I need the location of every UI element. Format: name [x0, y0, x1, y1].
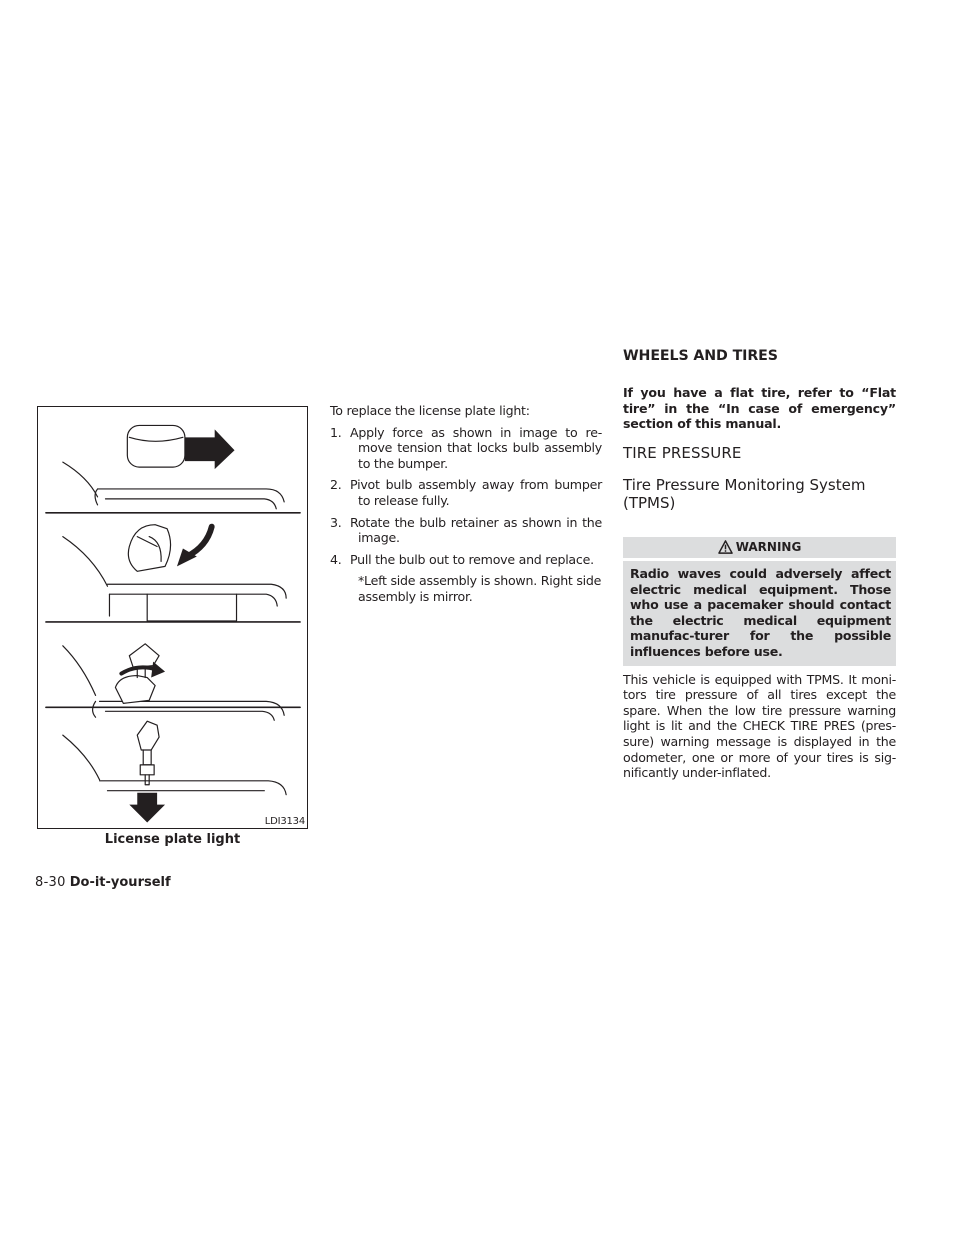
- warning-box: [623, 537, 896, 666]
- step-number: 1.: [330, 424, 342, 440]
- step-4: [330, 552, 602, 568]
- page-footer: [35, 875, 171, 890]
- flat-tire-reference: If you have a flat tire, refer to “Flat tire” in the “In case of emergency” section of this manual.: [623, 385, 896, 432]
- tpms-heading: Tire Pressure Monitoring System (TPMS): [623, 475, 866, 513]
- step-text: Apply force as shown in image to re-move tension that locks bulb assembly to the bumper.: [350, 424, 602, 471]
- tire-pressure-heading: TIRE PRESSURE: [623, 443, 742, 462]
- mirror-note: *Left side assembly is shown. Right side assembly is mirror.: [358, 573, 602, 604]
- step-number: 4.: [330, 551, 342, 567]
- section-heading: WHEELS AND TIRES: [623, 348, 778, 364]
- tpms-description: This vehicle is equipped with TPMS. It moni-tors tire pressure of all tires except the spare. When the low tire pressure warning light is lit and the CHECK TIRE PRES (pres-sure) warning message is displayed in the odometer, one or more of your tires is sig-nificantly under-inflated.: [623, 671, 896, 781]
- figure-caption: License plate light: [104, 832, 241, 847]
- step-2: [330, 477, 602, 508]
- panel-pull-bulb: [63, 721, 286, 822]
- step-1: [330, 425, 602, 472]
- arrow-left-icon: [185, 429, 235, 469]
- rotate-arrow-icon: [151, 662, 165, 678]
- footer-section-title: Do-it-yourself: [69, 875, 171, 890]
- warning-text: Radio waves could adversely affect electric medical equipment. Those who use a pacemaker should contact the electric medical equipment manufac-turer for the possible influences before use.: [630, 565, 891, 659]
- step-3: [330, 515, 602, 546]
- page-number: 8-30: [35, 875, 66, 890]
- warning-title-bar: [623, 537, 896, 561]
- tire-section-column: [623, 348, 896, 781]
- figure-id: LDI3134: [264, 816, 305, 827]
- step-text: Rotate the bulb retainer as shown in the image.: [350, 514, 602, 546]
- license-plate-light-figure: [37, 406, 308, 829]
- panel-apply-force: [63, 425, 284, 508]
- step-text: Pull the bulb out to remove and replace.: [350, 551, 594, 567]
- warning-triangle-icon: [718, 540, 733, 554]
- instructions-column: [330, 403, 602, 611]
- step-number: 2.: [330, 477, 342, 493]
- panel-pivot-bulb: [63, 525, 286, 621]
- license-plate-light-illustration: [38, 407, 307, 828]
- instructions-intro: To replace the license plate light:: [330, 403, 530, 418]
- arrow-down-icon: [129, 793, 165, 823]
- step-number: 3.: [330, 514, 342, 530]
- step-text: Pivot bulb assembly away from bumper to release fully.: [350, 477, 602, 508]
- warning-title: WARNING: [735, 540, 802, 555]
- panel-rotate-retainer: [63, 644, 284, 720]
